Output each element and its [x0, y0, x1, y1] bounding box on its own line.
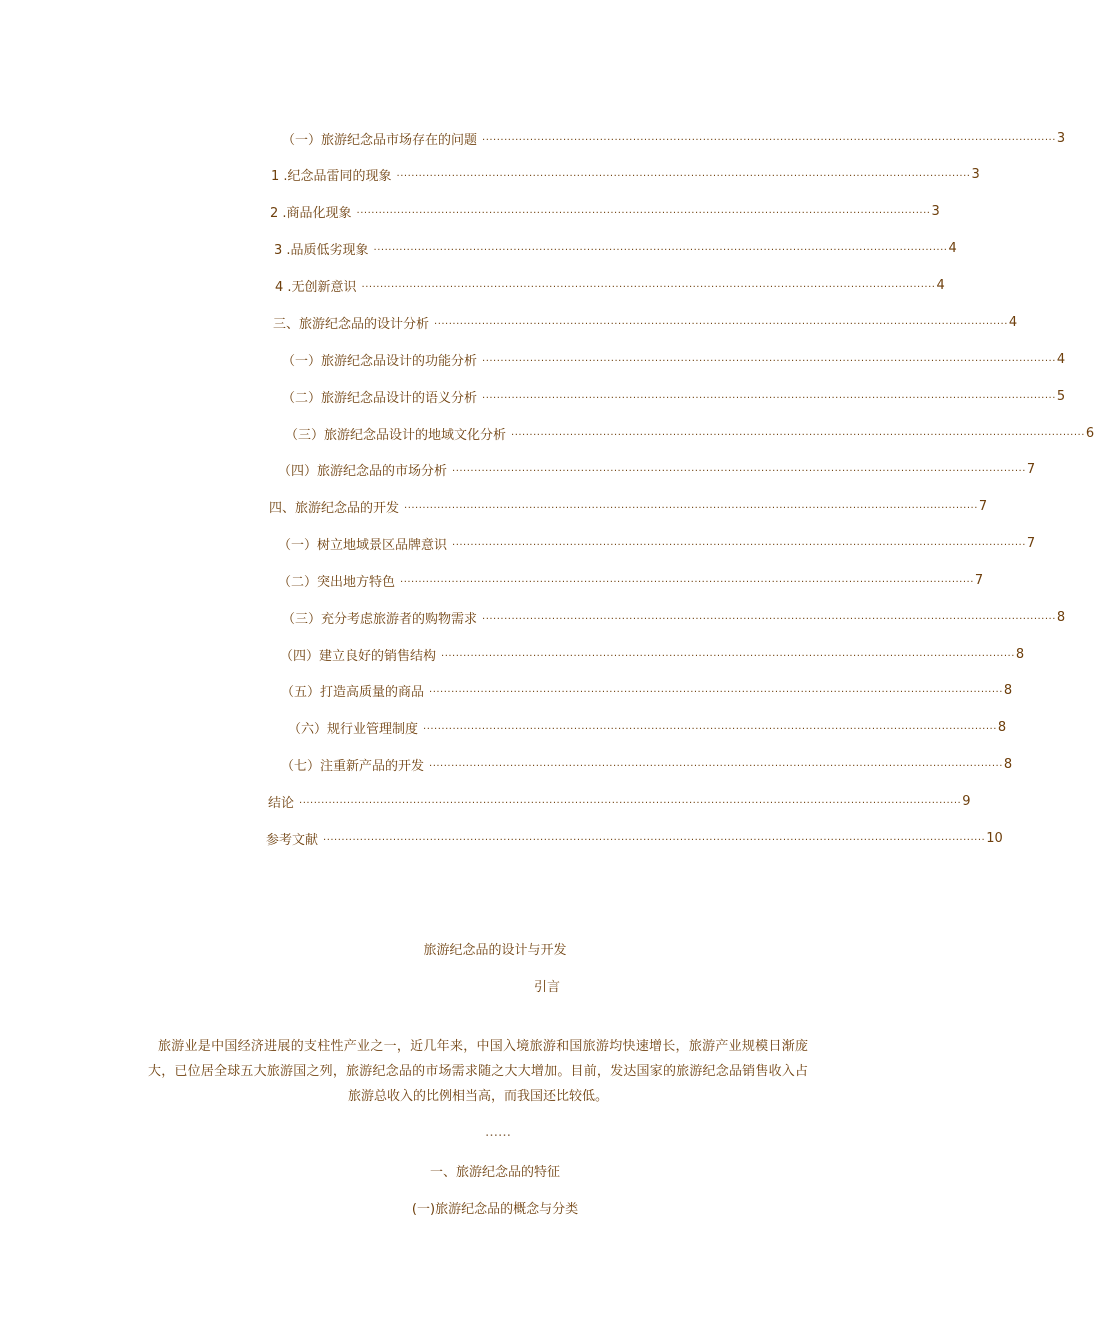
toc-entry-label: （四）旅游纪念品的市场分析: [278, 463, 448, 479]
toc-entry-page: 3: [971, 166, 980, 182]
toc-entry[interactable]: [282, 127, 1066, 149]
toc-entry-page: 7: [978, 498, 988, 514]
toc-entry-page: 4: [948, 240, 957, 256]
toc-entry[interactable]: [270, 200, 940, 222]
toc-entry-label: 2 .商品化现象: [270, 205, 352, 221]
toc-entry-page: 6: [1085, 425, 1094, 441]
toc-leader-dots: ............................................................................................................................................................: [482, 390, 1056, 401]
toc-entry-page: 8: [1003, 756, 1013, 772]
toc-entry-label: （一）树立地域景区品牌意识: [278, 537, 448, 553]
toc-entry-page: 7: [1026, 535, 1036, 551]
toc-entry[interactable]: [280, 643, 1025, 665]
toc-leader-dots: ............................................................................................................................................................: [434, 316, 1008, 327]
section-heading: 一、旅游纪念品的特征: [429, 1165, 560, 1180]
toc-entry-page: 7: [1026, 461, 1036, 477]
toc-entry[interactable]: [271, 163, 980, 185]
toc-leader-dots: ............................................................................................................................................................: [452, 537, 1026, 548]
toc-leader-dots: ............................................................................................................................................................: [429, 758, 1003, 769]
toc-entry-page: 8: [1015, 646, 1025, 662]
toc-entry[interactable]: [281, 679, 1013, 701]
toc-leader-dots: ............................................................................................................................................................: [404, 500, 978, 511]
document-title: 旅游纪念品的设计与开发: [423, 943, 567, 958]
toc-entry[interactable]: [282, 606, 1066, 628]
toc-leader-dots: ............................................................................................................................................................: [511, 427, 1085, 438]
toc-entry-label: 结论: [268, 795, 295, 811]
toc-leader-dots: ............................................................................................................................................................: [400, 574, 974, 585]
intro-paragraph: 旅游业是中国经济进展的支柱性产业之一，近几年来，中国入境旅游和国旅游均快速增长，旅游产业规模日渐庞大，已位居全球五大旅游国之列，旅游纪念品的市场需求随之大大增加。目前，发达国家的旅游纪念品销售收入占旅游总收入的比例相当高，而我国还比较低。: [148, 1039, 808, 1104]
toc-leader-dots: ............................................................................................................................................................: [441, 648, 1015, 659]
toc-leader-dots: ....................................................................................................................................................................................: [323, 832, 986, 843]
toc-entry-label: （三）充分考虑旅游者的购物需求: [282, 611, 478, 627]
toc-leader-dots: ............................................................................................................................................................: [356, 205, 931, 216]
toc-entry[interactable]: [275, 274, 945, 296]
toc-entry[interactable]: [268, 790, 971, 812]
toc-leader-dots: ............................................................................................................................................................: [373, 242, 948, 253]
toc-entry-label: （三）旅游纪念品设计的地域文化分析: [285, 427, 507, 443]
toc-entry-label: 4 .无创新意识: [275, 279, 357, 295]
toc-entry[interactable]: [278, 532, 1036, 554]
toc-entry-label: （六）规行业管理制度: [288, 721, 419, 737]
toc-entry[interactable]: [278, 569, 984, 591]
toc-entry[interactable]: [282, 348, 1066, 370]
toc-entry[interactable]: [281, 753, 1013, 775]
toc-entry-label: （五）打造高质量的商品: [281, 684, 425, 700]
toc-entry-label: （一）旅游纪念品设计的功能分析: [282, 353, 478, 369]
toc-entry-page: 9: [962, 793, 971, 809]
toc-entry[interactable]: [278, 458, 1036, 480]
toc-entry-page: 3: [1056, 130, 1066, 146]
toc-entry-page: 8: [1056, 609, 1066, 625]
ellipsis: ……: [485, 1125, 511, 1140]
toc-leader-dots: ............................................................................................................................................................: [482, 353, 1056, 364]
toc-entry[interactable]: [285, 422, 1094, 444]
toc-entry-page: 4: [1056, 351, 1066, 367]
toc-entry-label: （一）旅游纪念品市场存在的问题: [282, 132, 478, 148]
toc-leader-dots: ............................................................................................................................................................: [361, 279, 936, 290]
toc-leader-dots: ............................................................................................................................................................: [452, 463, 1026, 474]
toc-entry-label: 3 .品质低劣现象: [274, 242, 369, 258]
toc-entry-page: 5: [1056, 388, 1066, 404]
toc-entry[interactable]: [266, 827, 1003, 849]
toc-entry-page: 4: [936, 277, 945, 293]
toc-leader-dots: ............................................................................................................................................................: [423, 721, 997, 732]
intro-heading: 引言: [533, 980, 560, 995]
subsection-heading: (一)旅游纪念品的概念与分类: [411, 1202, 579, 1217]
toc-entry[interactable]: [273, 311, 1018, 333]
toc-entry-page: 10: [986, 830, 1003, 846]
toc-entry-label: （四）建立良好的销售结构: [280, 648, 437, 664]
toc-entry-label: 1 .纪念品雷同的现象: [271, 168, 392, 184]
toc-leader-dots: ............................................................................................................................................................: [396, 168, 971, 179]
toc-entry[interactable]: [282, 385, 1066, 407]
toc-entry-label: 三、旅游纪念品的设计分析: [273, 316, 430, 332]
toc-entry[interactable]: [269, 495, 988, 517]
toc-leader-dots: ....................................................................................................................................................................................: [299, 795, 962, 806]
toc-entry-label: （二）旅游纪念品设计的语义分析: [282, 390, 478, 406]
toc-entry[interactable]: [288, 716, 1007, 738]
toc-leader-dots: ............................................................................................................................................................: [429, 684, 1003, 695]
toc-leader-dots: ............................................................................................................................................................: [482, 132, 1056, 143]
toc-entry-label: （二）突出地方特色: [278, 574, 396, 590]
toc-entry-label: 四、旅游纪念品的开发: [269, 500, 400, 516]
toc-leader-dots: ............................................................................................................................................................: [482, 611, 1056, 622]
toc-entry-page: 8: [1003, 682, 1013, 698]
toc-entry-label: （七）注重新产品的开发: [281, 758, 425, 774]
toc-entry-page: 8: [997, 719, 1007, 735]
toc-entry[interactable]: [274, 237, 957, 259]
toc-entry-label: 参考文献: [266, 832, 319, 848]
toc-entry-page: 4: [1008, 314, 1018, 330]
toc-entry-page: 7: [974, 572, 984, 588]
toc-entry-page: 3: [931, 203, 940, 219]
